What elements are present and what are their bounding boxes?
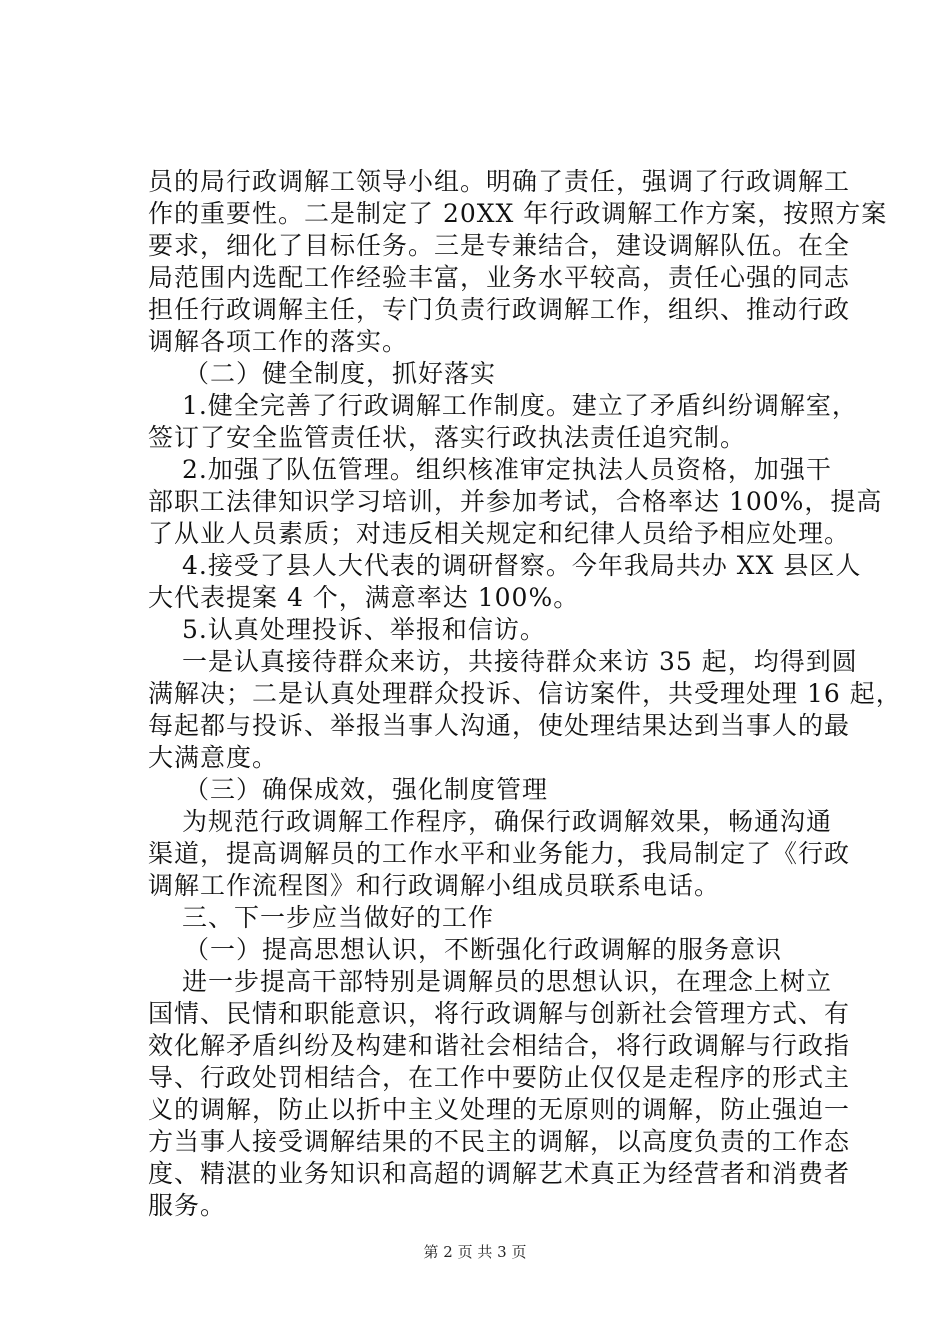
- text-line: 每起都与投诉、举报当事人沟通，使处理结果达到当事人的最: [148, 711, 851, 740]
- text-line: 5.认真处理投诉、举报和信访。: [182, 615, 546, 644]
- text-line: 4.接受了县人大代表的调研督察。今年我局共办 XX 县区人: [182, 551, 862, 580]
- text-line: 渠道，提高调解员的工作水平和业务能力，我局制定了《行政: [148, 839, 851, 868]
- text-line: 效化解矛盾纠纷及构建和谐社会相结合，将行政调解与行政指: [148, 1031, 851, 1060]
- text-line: 要求，细化了目标任务。三是专兼结合，建设调解队伍。在全: [148, 231, 851, 260]
- text-line: 局范围内选配工作经验丰富，业务水平较高，责任心强的同志: [148, 263, 851, 292]
- text-line: 了从业人员素质；对违反相关规定和纪律人员给予相应处理。: [148, 519, 851, 548]
- text-line: 大代表提案 4 个，满意率达 100%。: [148, 583, 580, 612]
- text-line: 义的调解，防止以折中主义处理的无原则的调解，防止强迫一: [148, 1095, 851, 1124]
- text-line: 方当事人接受调解结果的不民主的调解，以高度负责的工作态: [148, 1127, 851, 1156]
- text-line: 作的重要性。二是制定了 20XX 年行政调解工作方案，按照方案: [148, 199, 888, 228]
- text-line: 度、精湛的业务知识和高超的调解艺术真正为经营者和消费者: [148, 1159, 851, 1188]
- text-line: 大满意度。: [148, 743, 279, 772]
- text-line: 满解决；二是认真处理群众投诉、信访案件，共受理处理 16 起，: [148, 679, 902, 708]
- text-line: 一是认真接待群众来访，共接待群众来访 35 起，均得到圆: [182, 647, 858, 676]
- text-line: 为规范行政调解工作程序，确保行政调解效果，畅通沟通: [182, 807, 833, 836]
- text-line: 签订了安全监管责任状，落实行政执法责任追究制。: [148, 423, 747, 452]
- section-heading: （二）健全制度，抓好落实: [184, 359, 497, 388]
- text-line: 1.健全完善了行政调解工作制度。建立了矛盾纠纷调解室，: [182, 391, 858, 420]
- section-heading: （一）提高思想认识，不断强化行政调解的服务意识: [184, 935, 783, 964]
- text-line: 导、行政处罚相结合，在工作中要防止仅仅是走程序的形式主: [148, 1063, 851, 1092]
- text-line: 国情、民情和职能意识，将行政调解与创新社会管理方式、有: [148, 999, 851, 1028]
- text-line: 调解工作流程图》和行政调解小组成员联系电话。: [148, 871, 721, 900]
- page-footer: [0, 1242, 950, 1262]
- text-line: 担任行政调解主任，专门负责行政调解工作，组织、推动行政: [148, 295, 851, 324]
- document-body: [148, 166, 902, 1222]
- text-line: 服务。: [148, 1191, 227, 1220]
- text-line: 2.加强了队伍管理。组织核准审定执法人员资格，加强干: [182, 455, 832, 484]
- text-line: 调解各项工作的落实。: [148, 327, 409, 356]
- text-line: 进一步提高干部特别是调解员的思想认识，在理念上树立: [182, 967, 833, 996]
- page-number: 第 2 页 共 3 页: [423, 1243, 527, 1261]
- section-heading: 三、下一步应当做好的工作: [182, 903, 495, 932]
- text-line: 部职工法律知识学习培训，并参加考试，合格率达 100%，提高: [148, 487, 883, 516]
- text-line: 员的局行政调解工领导小组。明确了责任，强调了行政调解工: [148, 167, 851, 196]
- section-heading: （三）确保成效，强化制度管理: [184, 775, 549, 804]
